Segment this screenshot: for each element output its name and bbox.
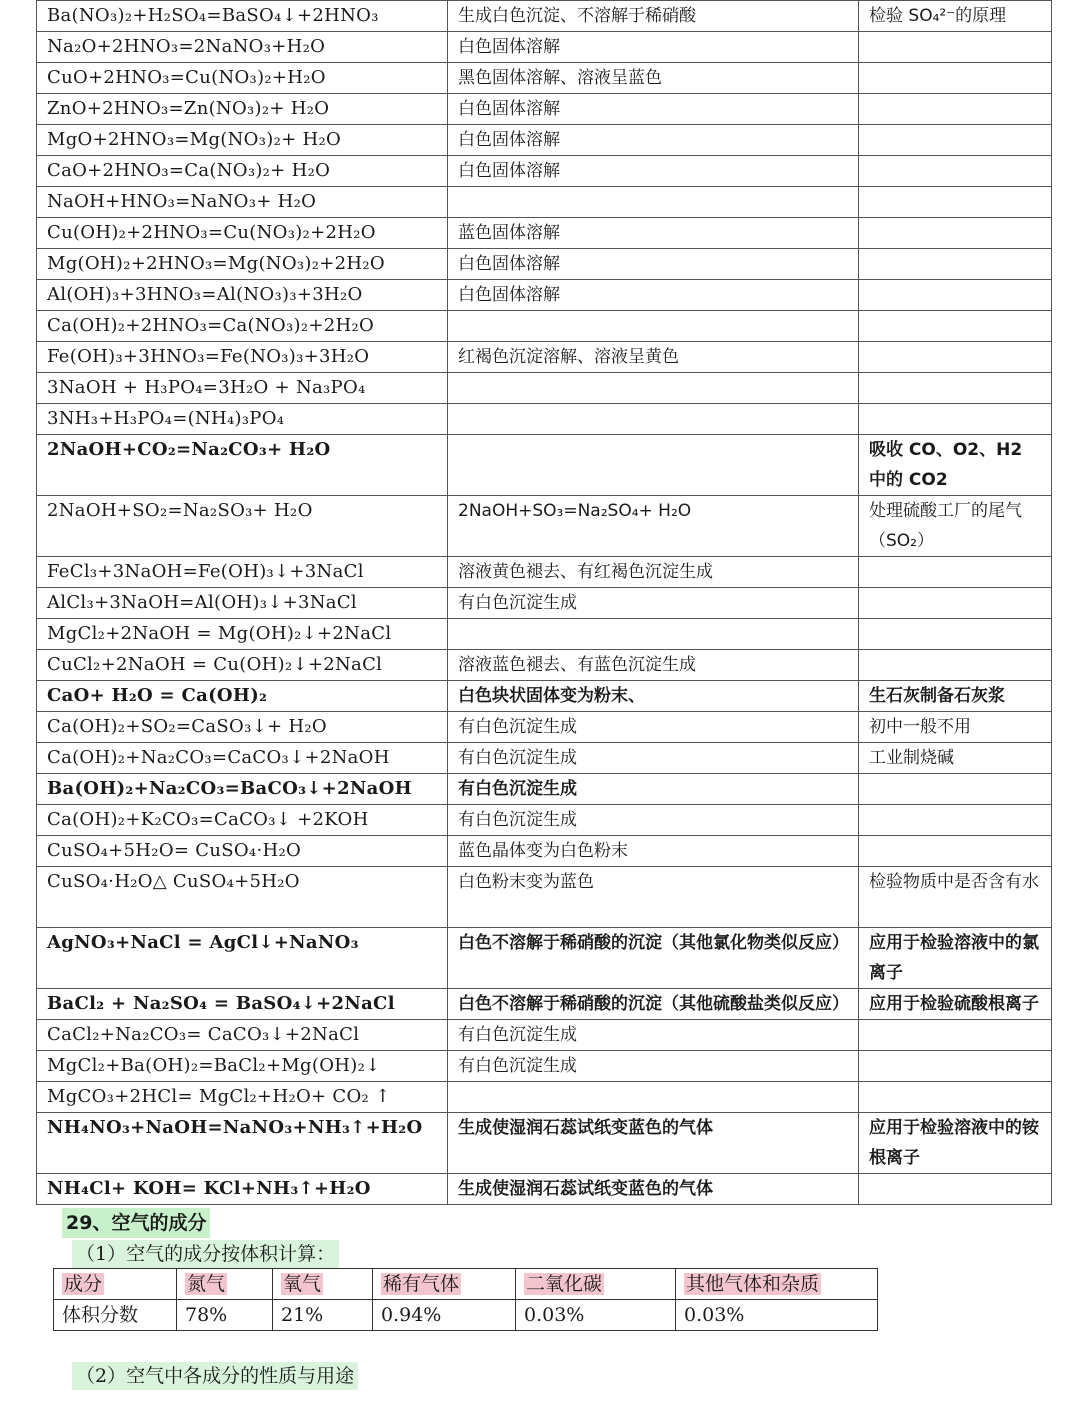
reaction-equation: 3NaOH + H₃PO₄=3H₂O + Na₃PO₄ bbox=[37, 373, 448, 404]
reaction-row bbox=[37, 774, 1052, 805]
reaction-equation: 2NaOH+CO₂=Na₂CO₃+ H₂O bbox=[37, 435, 448, 496]
reaction-usage bbox=[859, 187, 1052, 218]
reaction-row bbox=[37, 1113, 1052, 1174]
air-value-cell: 0.94% bbox=[373, 1300, 516, 1331]
reaction-usage bbox=[859, 619, 1052, 650]
reaction-phenomenon: 白色固体溶解 bbox=[448, 125, 859, 156]
reaction-phenomenon: 白色固体溶解 bbox=[448, 32, 859, 63]
reaction-equation: Ba(NO₃)₂+H₂SO₄=BaSO₄↓+2HNO₃ bbox=[37, 1, 448, 32]
reaction-equation: NH₄Cl+ KOH= KCl+NH₃↑+H₂O bbox=[37, 1174, 448, 1205]
reaction-usage: 吸收 CO、O2、H2 中的 CO2 bbox=[859, 435, 1052, 496]
reaction-row bbox=[37, 1020, 1052, 1051]
reaction-usage bbox=[859, 557, 1052, 588]
reaction-equation: NH₄NO₃+NaOH=NaNO₃+NH₃↑+H₂O bbox=[37, 1113, 448, 1174]
reaction-row bbox=[37, 650, 1052, 681]
reaction-equation: BaCl₂ + Na₂SO₄ = BaSO₄↓+2NaCl bbox=[37, 989, 448, 1020]
reaction-equation: Ca(OH)₂+2HNO₃=Ca(NO₃)₂+2H₂O bbox=[37, 311, 448, 342]
reaction-row bbox=[37, 989, 1052, 1020]
reaction-row bbox=[37, 218, 1052, 249]
reaction-usage bbox=[859, 836, 1052, 867]
reaction-phenomenon bbox=[448, 619, 859, 650]
reaction-phenomenon bbox=[448, 187, 859, 218]
reaction-equation: MgCl₂+Ba(OH)₂=BaCl₂+Mg(OH)₂↓ bbox=[37, 1051, 448, 1082]
reaction-row bbox=[37, 867, 1052, 928]
reaction-row bbox=[37, 681, 1052, 712]
reaction-row bbox=[37, 1051, 1052, 1082]
reaction-phenomenon: 有白色沉淀生成 bbox=[448, 1020, 859, 1051]
air-header-cell: 其他气体和杂质 bbox=[676, 1269, 878, 1300]
reaction-equation: Ca(OH)₂+Na₂CO₃=CaCO₃↓+2NaOH bbox=[37, 743, 448, 774]
air-table-value-row bbox=[54, 1300, 878, 1331]
reaction-usage bbox=[859, 249, 1052, 280]
reaction-phenomenon: 有白色沉淀生成 bbox=[448, 1051, 859, 1082]
reaction-row bbox=[37, 156, 1052, 187]
reaction-usage bbox=[859, 805, 1052, 836]
air-value-cell: 体积分数 bbox=[54, 1300, 177, 1331]
reaction-phenomenon: 红褐色沉淀溶解、溶液呈黄色 bbox=[448, 342, 859, 373]
subsection-title-properties: （2）空气中各成分的性质与用途 bbox=[72, 1362, 358, 1390]
reaction-usage bbox=[859, 218, 1052, 249]
reaction-usage bbox=[859, 1082, 1052, 1113]
reaction-phenomenon: 蓝色晶体变为白色粉末 bbox=[448, 836, 859, 867]
reaction-usage: 初中一般不用 bbox=[859, 712, 1052, 743]
reaction-phenomenon bbox=[448, 404, 859, 435]
reaction-row bbox=[37, 373, 1052, 404]
reaction-equation: MgO+2HNO₃=Mg(NO₃)₂+ H₂O bbox=[37, 125, 448, 156]
reaction-phenomenon: 2NaOH+SO₃=Na₂SO₄+ H₂O bbox=[448, 496, 859, 557]
reaction-row bbox=[37, 32, 1052, 63]
reaction-usage bbox=[859, 32, 1052, 63]
reaction-equation: 3NH₃+H₃PO₄=(NH₄)₃PO₄ bbox=[37, 404, 448, 435]
reaction-usage: 应用于检验溶液中的铵根离子 bbox=[859, 1113, 1052, 1174]
reaction-equation: CuSO₄+5H₂O= CuSO₄·H₂O bbox=[37, 836, 448, 867]
reaction-phenomenon bbox=[448, 435, 859, 496]
reaction-phenomenon bbox=[448, 311, 859, 342]
reaction-usage bbox=[859, 94, 1052, 125]
reaction-equation: Ca(OH)₂+K₂CO₃=CaCO₃↓ +2KOH bbox=[37, 805, 448, 836]
reaction-equation: MgCO₃+2HCl= MgCl₂+H₂O+ CO₂ ↑ bbox=[37, 1082, 448, 1113]
reaction-usage: 处理硫酸工厂的尾气（SO₂） bbox=[859, 496, 1052, 557]
reaction-usage: 检验物质中是否含有水 bbox=[859, 867, 1052, 928]
reaction-row bbox=[37, 496, 1052, 557]
reaction-equation: Mg(OH)₂+2HNO₃=Mg(NO₃)₂+2H₂O bbox=[37, 249, 448, 280]
reaction-usage bbox=[859, 1174, 1052, 1205]
reaction-phenomenon: 生成使湿润石蕊试纸变蓝色的气体 bbox=[448, 1174, 859, 1205]
reaction-usage bbox=[859, 373, 1052, 404]
reaction-row bbox=[37, 1, 1052, 32]
reaction-phenomenon: 白色块状固体变为粉末、 bbox=[448, 681, 859, 712]
reaction-row bbox=[37, 249, 1052, 280]
reaction-table-body bbox=[37, 1, 1052, 1205]
reaction-row bbox=[37, 712, 1052, 743]
reaction-equation: Ca(OH)₂+SO₂=CaSO₃↓+ H₂O bbox=[37, 712, 448, 743]
reaction-row bbox=[37, 928, 1052, 989]
reaction-phenomenon: 有白色沉淀生成 bbox=[448, 743, 859, 774]
reaction-usage bbox=[859, 588, 1052, 619]
reaction-row bbox=[37, 1082, 1052, 1113]
reaction-usage bbox=[859, 404, 1052, 435]
reaction-equation: CaCl₂+Na₂CO₃= CaCO₃↓+2NaCl bbox=[37, 1020, 448, 1051]
reaction-phenomenon: 溶液蓝色褪去、有蓝色沉淀生成 bbox=[448, 650, 859, 681]
reaction-phenomenon: 有白色沉淀生成 bbox=[448, 588, 859, 619]
reaction-equation: FeCl₃+3NaOH=Fe(OH)₃↓+3NaCl bbox=[37, 557, 448, 588]
reaction-phenomenon: 有白色沉淀生成 bbox=[448, 805, 859, 836]
reaction-equation: AlCl₃+3NaOH=Al(OH)₃↓+3NaCl bbox=[37, 588, 448, 619]
reaction-usage bbox=[859, 774, 1052, 805]
reaction-row bbox=[37, 342, 1052, 373]
reaction-equation: CuSO₄·H₂O△ CuSO₄+5H₂O bbox=[37, 867, 448, 928]
reaction-phenomenon: 白色固体溶解 bbox=[448, 249, 859, 280]
reaction-usage bbox=[859, 125, 1052, 156]
section-title: 29、空气的成分 bbox=[62, 1208, 210, 1238]
reaction-row bbox=[37, 404, 1052, 435]
reaction-phenomenon: 白色固体溶解 bbox=[448, 280, 859, 311]
reaction-phenomenon: 白色不溶解于稀硝酸的沉淀（其他硫酸盐类似反应） bbox=[448, 989, 859, 1020]
reaction-usage: 应用于检验溶液中的氯离子 bbox=[859, 928, 1052, 989]
reaction-equation: MgCl₂+2NaOH = Mg(OH)₂↓+2NaCl bbox=[37, 619, 448, 650]
reaction-row bbox=[37, 311, 1052, 342]
reaction-row bbox=[37, 743, 1052, 774]
reaction-equation: Cu(OH)₂+2HNO₃=Cu(NO₃)₂+2H₂O bbox=[37, 218, 448, 249]
reaction-row bbox=[37, 619, 1052, 650]
reaction-equation: CaO+ H₂O = Ca(OH)₂ bbox=[37, 681, 448, 712]
reaction-phenomenon: 溶液黄色褪去、有红褐色沉淀生成 bbox=[448, 557, 859, 588]
air-composition-table bbox=[53, 1268, 878, 1331]
reaction-row bbox=[37, 805, 1052, 836]
reaction-phenomenon bbox=[448, 1082, 859, 1113]
reaction-equation: Na₂O+2HNO₃=2NaNO₃+H₂O bbox=[37, 32, 448, 63]
reaction-phenomenon: 生成使湿润石蕊试纸变蓝色的气体 bbox=[448, 1113, 859, 1174]
reaction-equation: ZnO+2HNO₃=Zn(NO₃)₂+ H₂O bbox=[37, 94, 448, 125]
reaction-phenomenon: 黑色固体溶解、溶液呈蓝色 bbox=[448, 63, 859, 94]
reaction-equation: Fe(OH)₃+3HNO₃=Fe(NO₃)₃+3H₂O bbox=[37, 342, 448, 373]
air-header-cell: 成分 bbox=[54, 1269, 177, 1300]
reaction-usage bbox=[859, 280, 1052, 311]
reaction-equation: CuO+2HNO₃=Cu(NO₃)₂+H₂O bbox=[37, 63, 448, 94]
reaction-usage bbox=[859, 1051, 1052, 1082]
air-header-cell: 氮气 bbox=[177, 1269, 273, 1300]
air-header-cell: 二氧化碳 bbox=[516, 1269, 676, 1300]
reaction-phenomenon: 有白色沉淀生成 bbox=[448, 712, 859, 743]
reaction-usage bbox=[859, 63, 1052, 94]
air-value-cell: 78% bbox=[177, 1300, 273, 1331]
reaction-usage bbox=[859, 650, 1052, 681]
reaction-phenomenon: 白色固体溶解 bbox=[448, 94, 859, 125]
reaction-row bbox=[37, 588, 1052, 619]
reaction-equation: Ba(OH)₂+Na₂CO₃=BaCO₃↓+2NaOH bbox=[37, 774, 448, 805]
reaction-row bbox=[37, 1174, 1052, 1205]
reaction-phenomenon: 白色不溶解于稀硝酸的沉淀（其他氯化物类似反应） bbox=[448, 928, 859, 989]
reaction-phenomenon: 生成白色沉淀、不溶解于稀硝酸 bbox=[448, 1, 859, 32]
air-value-cell: 0.03% bbox=[516, 1300, 676, 1331]
reaction-equation: CaO+2HNO₃=Ca(NO₃)₂+ H₂O bbox=[37, 156, 448, 187]
reaction-equation: 2NaOH+SO₂=Na₂SO₃+ H₂O bbox=[37, 496, 448, 557]
reaction-usage: 应用于检验硫酸根离子 bbox=[859, 989, 1052, 1020]
reaction-phenomenon: 蓝色固体溶解 bbox=[448, 218, 859, 249]
reaction-phenomenon bbox=[448, 373, 859, 404]
air-value-cell: 0.03% bbox=[676, 1300, 878, 1331]
air-header-cell: 氧气 bbox=[273, 1269, 373, 1300]
air-header-cell: 稀有气体 bbox=[373, 1269, 516, 1300]
air-table-header-row bbox=[54, 1269, 878, 1300]
reaction-row bbox=[37, 280, 1052, 311]
reaction-usage: 生石灰制备石灰浆 bbox=[859, 681, 1052, 712]
reaction-phenomenon: 白色粉末变为蓝色 bbox=[448, 867, 859, 928]
reaction-row bbox=[37, 435, 1052, 496]
reaction-usage: 检验 SO₄²⁻的原理 bbox=[859, 1, 1052, 32]
reaction-table bbox=[36, 0, 1052, 1205]
reaction-equation: CuCl₂+2NaOH = Cu(OH)₂↓+2NaCl bbox=[37, 650, 448, 681]
subsection-title-composition: （1）空气的成分按体积计算： bbox=[72, 1240, 339, 1268]
reaction-row bbox=[37, 63, 1052, 94]
reaction-row bbox=[37, 125, 1052, 156]
reaction-equation: Al(OH)₃+3HNO₃=Al(NO₃)₃+3H₂O bbox=[37, 280, 448, 311]
reaction-row bbox=[37, 187, 1052, 218]
reaction-usage bbox=[859, 342, 1052, 373]
reaction-row bbox=[37, 557, 1052, 588]
air-value-cell: 21% bbox=[273, 1300, 373, 1331]
reaction-equation: AgNO₃+NaCl = AgCl↓+NaNO₃ bbox=[37, 928, 448, 989]
reaction-phenomenon: 有白色沉淀生成 bbox=[448, 774, 859, 805]
reaction-phenomenon: 白色固体溶解 bbox=[448, 156, 859, 187]
reaction-usage: 工业制烧碱 bbox=[859, 743, 1052, 774]
reaction-row bbox=[37, 94, 1052, 125]
reaction-usage bbox=[859, 311, 1052, 342]
reaction-row bbox=[37, 836, 1052, 867]
reaction-usage bbox=[859, 156, 1052, 187]
reaction-usage bbox=[859, 1020, 1052, 1051]
reaction-equation: NaOH+HNO₃=NaNO₃+ H₂O bbox=[37, 187, 448, 218]
